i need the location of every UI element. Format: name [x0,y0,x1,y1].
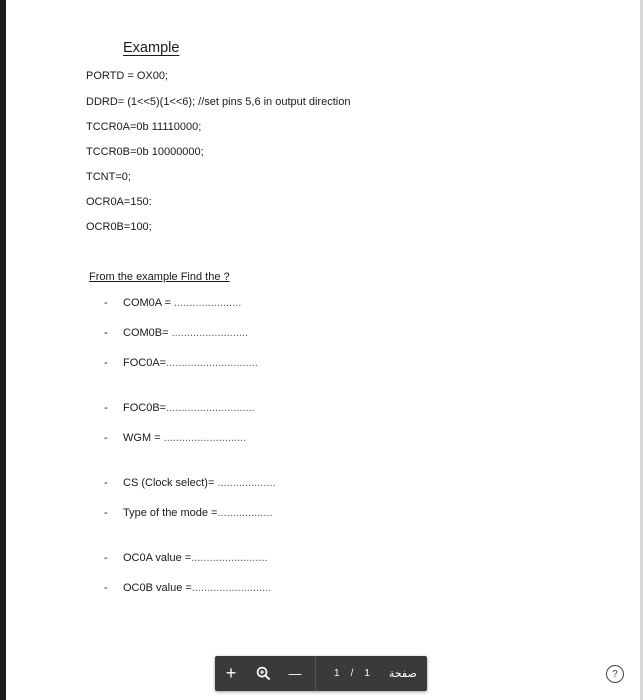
code-line-ddrd: DDRD= (1<<5)(1<<6); //set pins 5,6 in output direction [86,96,351,108]
code-line-portd: PORTD = OX00; [86,70,169,82]
page-label: صفحة [388,668,417,680]
answer-blank: ......................... [191,552,268,564]
search-icon [256,666,271,681]
list-item [104,432,246,444]
item-label: FOC0A= [123,357,167,369]
list-bullet: - [104,402,108,414]
code-line-tcnt: TCNT=0; [86,171,131,183]
answer-blank: ........................... [163,432,247,444]
list-item [104,357,258,369]
answer-blank: ................... [217,477,276,489]
document-page [6,0,640,700]
answer-blank: .......................... [191,582,272,594]
list-item [104,477,276,489]
answer-blank: .................. [217,507,273,519]
answer-blank: ......................... [171,327,249,339]
list-item [104,402,255,414]
code-line-ocr0b: OCR0B=100; [86,221,152,233]
item-label: CS (Clock select)= [123,477,218,489]
code-line-tccr0a: TCCR0A=0b 11110000; [86,121,202,133]
zoom-out-button[interactable]: — [288,666,302,681]
item-label: FOC0B= [123,402,167,414]
item-label: WGM = [123,432,164,444]
question-heading: From the example Find the ? [89,271,230,283]
document-title: Example [123,40,180,56]
item-label: OC0A value = [123,552,192,564]
answer-blank: .............................. [166,357,258,369]
item-label: Type of the mode = [123,507,218,519]
pdf-toolbar [215,656,427,691]
list-bullet: - [104,477,108,489]
list-item [104,582,271,594]
total-pages: 1 [364,668,370,679]
help-icon[interactable]: ? [606,665,624,683]
search-button[interactable] [247,656,279,691]
list-bullet: - [104,357,108,369]
list-bullet: - [104,297,108,309]
list-bullet: - [104,432,108,444]
answer-blank: ...................... [174,297,242,309]
code-line-tccr0b: TCCR0B=0b 10000000; [86,146,204,158]
code-line-ocr0a: OCR0A=150: [86,196,152,208]
answer-blank: ............................. [166,402,255,414]
page-separator: / [350,668,354,679]
item-label: OC0B value = [123,582,192,594]
list-bullet: - [104,507,108,519]
zoom-in-button[interactable]: + [225,663,237,683]
list-bullet: - [104,552,108,564]
list-item [104,507,273,519]
item-label: COM0A = [123,297,175,309]
toolbar-divider [315,656,316,691]
list-bullet: - [104,582,108,594]
current-page-number[interactable]: 1 [334,668,340,679]
item-label: COM0B= [123,327,172,339]
list-bullet: - [104,327,108,339]
list-item [104,297,241,309]
page-indicator [320,667,417,680]
list-item [104,327,248,339]
list-item [104,552,268,564]
